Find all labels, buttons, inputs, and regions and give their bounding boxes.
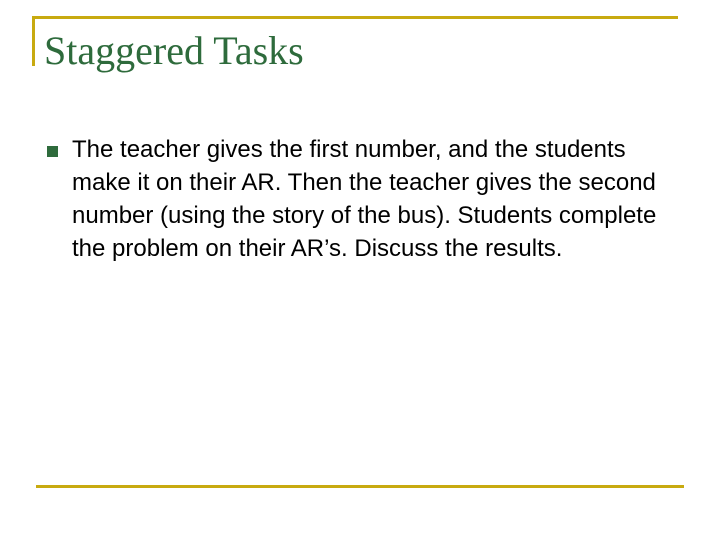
slide-title: Staggered Tasks — [44, 28, 304, 73]
square-bullet-icon — [47, 146, 58, 157]
top-border-rule — [32, 16, 678, 19]
bullet-text: The teacher gives the first number, and the students make it on their AR. Then the teacher gives the second number (using the story of the bus). Students complete the problem on their AR’s. Discuss the results. — [72, 136, 657, 262]
bullet-list — [40, 133, 660, 265]
bullet-item — [40, 133, 660, 265]
left-border-rule — [32, 16, 35, 66]
bottom-border-rule — [36, 485, 684, 488]
